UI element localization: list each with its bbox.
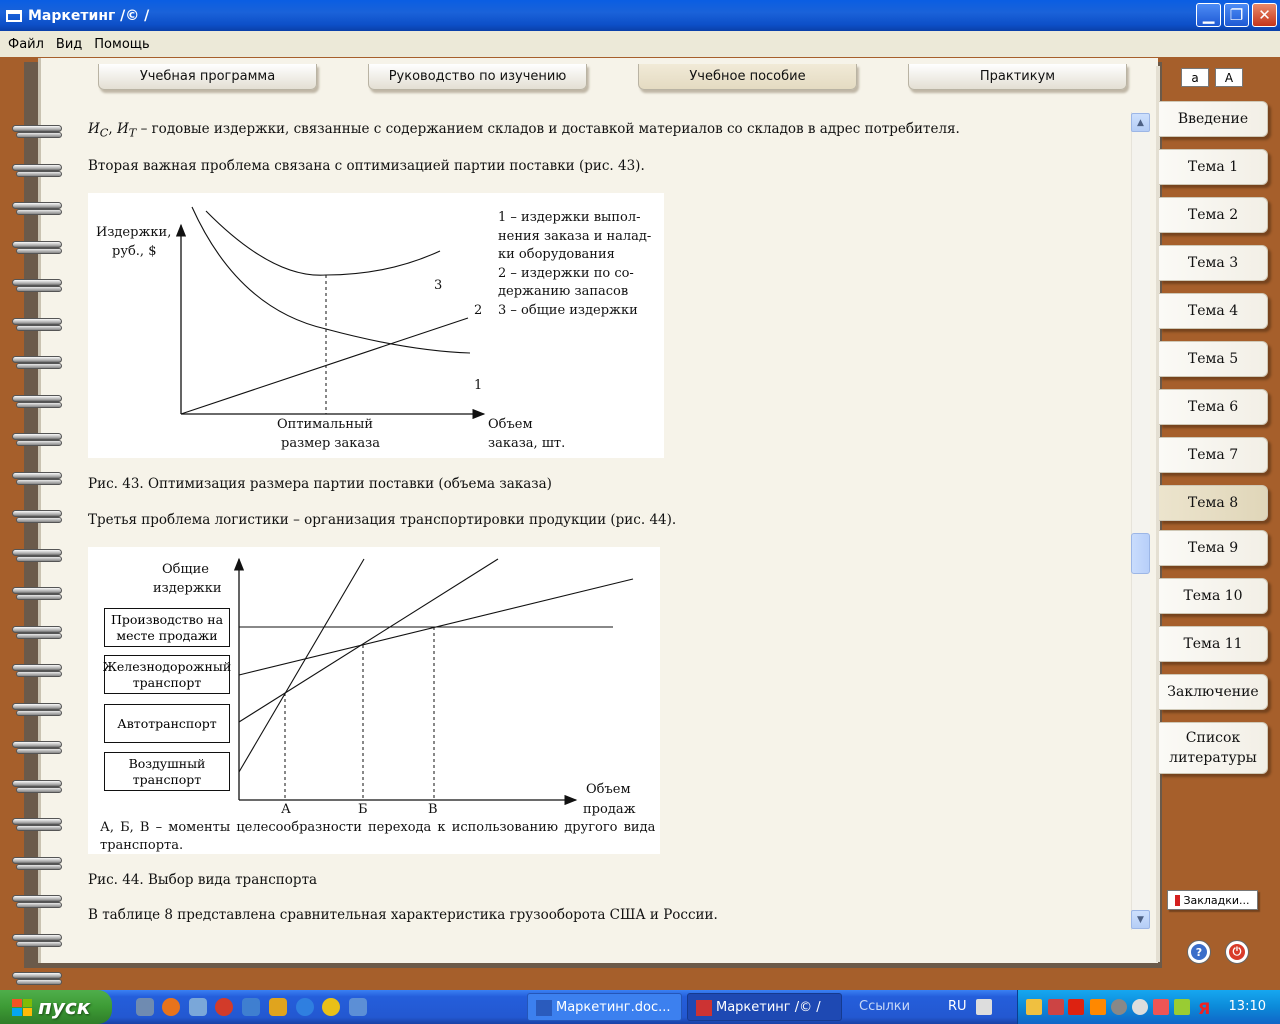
tab-study-guide[interactable] [368,64,587,90]
x-axis-label-1: Объем [488,417,533,432]
y-axis-label-1: Издержки, [96,225,172,240]
links-toolbar[interactable]: Ссылки [859,999,911,1014]
spiral-ring [12,815,64,833]
spiral-ring [12,430,64,448]
x-point-a: А [281,802,291,817]
side-tab-4[interactable] [1159,245,1268,281]
optimal-label-2: размер заказа [281,436,380,451]
box-text: транспорт [132,674,202,690]
line-auto [239,559,498,722]
y-axis-label-2: издержки [153,581,222,596]
legend-line: держанию запасов [498,284,629,299]
spiral-ring [12,199,64,217]
menu-view[interactable]: Вид [55,36,83,52]
legend-line: 2 – издержки по со- [498,265,634,281]
side-tab-label: Тема 5 [1187,351,1239,367]
tab-textbook[interactable] [638,64,857,90]
tray-network-icon[interactable] [1153,999,1169,1015]
box-text: транспорт [132,771,202,787]
tab-curriculum[interactable] [98,64,317,90]
legend-line: 3 – общие издержки [498,302,638,318]
menu-bar [0,31,1280,57]
box-air [104,752,230,791]
bookmark-icon [1175,895,1180,906]
yandex-icon[interactable]: Я [1198,999,1211,1018]
side-tab-label: Тема 11 [1183,636,1243,652]
box-text: Воздушный [128,755,206,771]
curve-3-total-costs [206,211,440,275]
spiral-ring [12,892,64,910]
app-window-icon [6,10,22,22]
tab-curriculum-label: Учебная программа [139,69,276,84]
paragraph-table-intro: В таблице 8 представлена сравнительная характеристика грузооборота США и России. [88,907,718,923]
tab-study-guide-label: Руководство по изучению [388,69,567,84]
tray-security-icon[interactable] [1048,999,1064,1015]
scroll-up-button[interactable] [1131,113,1150,132]
curve-label-2: 2 [474,303,483,318]
side-tab-label: Тема 3 [1187,255,1239,271]
curve-label-3: 3 [434,278,443,293]
x-point-v: В [428,802,438,817]
figure-44-note-1: А, Б, В – моменты целесообразности перехода к использованию другого вида [100,820,656,835]
side-tab-1[interactable] [1159,101,1268,137]
start-label: пуск [38,995,91,1019]
side-tab-label: Тема 9 [1187,540,1239,556]
media-icon[interactable] [242,998,260,1016]
task-word-label: Маркетинг.doc... [556,999,671,1015]
y-axis-label-2: руб., $ [112,244,157,259]
volume-icon[interactable] [1090,999,1106,1015]
paragraph-third-problem: Третья проблема логистики – организация транспортировки продукции (рис. 44). [88,512,677,528]
network-icon[interactable] [136,998,154,1016]
close-button[interactable] [1252,3,1277,27]
side-tab-8[interactable] [1159,437,1268,473]
tab-textbook-label: Учебное пособие [689,69,806,84]
spiral-ring [12,738,64,756]
side-tab-label: Заключение [1167,684,1259,700]
curve-label-1: 1 [474,378,483,393]
x-axis-label-1: Объем [586,782,631,797]
scroll-down-button[interactable] [1131,910,1150,929]
system-tray [1017,990,1280,1024]
task-marketing-label: Маркетинг /© / [716,999,821,1015]
exit-button[interactable] [1225,940,1249,964]
font-smaller-button[interactable]: a [1181,68,1209,87]
tray-app-icon[interactable] [1026,999,1042,1015]
side-tab-7[interactable] [1159,389,1268,425]
y-axis-label-1: Общие [162,562,209,577]
side-tab-label: Введение [1177,111,1249,127]
tab-practicum-label: Практикум [979,69,1056,84]
side-tab-label: Тема 6 [1187,399,1239,415]
window-title: Маркетинг /© / [28,7,150,24]
side-tab-9[interactable] [1159,485,1268,521]
winamp-icon[interactable] [269,998,287,1016]
caption-figure-43: Рис. 43. Оптимизация размера партии поставки (объема заказа) [88,476,552,492]
legend-line: нения заказа и налад- [498,228,652,244]
internet-explorer-icon[interactable] [296,998,314,1016]
spiral-ring [12,777,64,795]
spiral-ring [12,546,64,564]
minimize-button[interactable] [1196,3,1221,27]
font-larger-button[interactable]: A [1215,68,1243,87]
symbol-sub-t: Т [128,126,137,140]
symbol-i2: И [116,121,129,137]
box-text: Автотранспорт [117,715,217,731]
help-button[interactable] [1187,940,1211,964]
tray-monitor-icon[interactable] [1174,999,1190,1015]
legend-line: 1 – издержки выпол- [498,210,641,225]
spiral-ring [12,969,64,987]
side-tab-10[interactable] [1159,530,1268,566]
messenger-icon[interactable] [189,998,207,1016]
menu-file[interactable]: Файл [8,36,44,52]
optimal-label-1: Оптимальный [277,417,374,432]
box-text: Производство на [110,611,224,627]
spiral-ring [12,122,64,140]
box-railway [104,655,230,694]
symbol-i: И [88,121,100,137]
side-tab-label: Список литературы [1169,730,1257,766]
spiral-ring [12,623,64,641]
minimize-icon: ▁ [1202,6,1215,24]
maximize-button[interactable] [1224,3,1249,27]
figure-43 [88,193,664,458]
figure-43-legend [498,209,651,320]
line-air [239,559,364,772]
tray-disk-icon[interactable] [1111,999,1127,1015]
spiral-ring [12,507,64,525]
box-text: Железнодорожный [102,658,232,674]
menu-help[interactable]: Помощь [94,36,150,52]
side-tab-12[interactable] [1159,626,1268,662]
x-axis-label-2: заказа, шт. [488,436,566,451]
spiral-ring [12,469,64,487]
chevron-up-icon: ▲ [1137,117,1144,128]
restore-icon: ❐ [1229,6,1244,24]
side-tab-label: Тема 4 [1187,303,1239,319]
x-point-b: Б [358,802,368,817]
spiral-ring [12,238,64,256]
box-auto [104,704,230,743]
word-doc-icon [536,1000,552,1016]
scrollbar-track[interactable] [1131,112,1150,930]
help-icon: ? [1191,944,1207,960]
keyboard-icon[interactable] [976,999,992,1015]
spiral-ring [12,584,64,602]
windows-logo-icon [12,999,32,1016]
bookmarks-button[interactable] [1167,890,1258,910]
start-button[interactable] [0,990,112,1024]
side-tab-label: Тема 10 [1183,588,1243,604]
chrome-icon[interactable] [322,998,340,1016]
window-titlebar [0,0,1280,31]
side-tab-5[interactable] [1159,293,1268,329]
spiral-ring [12,161,64,179]
task-word-document[interactable] [527,993,682,1021]
side-tab-11[interactable] [1159,578,1268,614]
symbol-sub-c: С [99,126,109,140]
spiral-ring [12,661,64,679]
spiral-ring [12,276,64,294]
side-tab-2[interactable] [1159,149,1268,185]
close-icon: ✕ [1258,6,1271,24]
figure-44 [88,547,660,854]
scrollbar-thumb[interactable] [1131,533,1150,574]
language-indicator[interactable]: RU [948,999,967,1014]
task-marketing-app[interactable] [687,993,842,1021]
side-tab-label: Тема 2 [1187,207,1239,223]
paragraph-second-problem: Вторая важная проблема связана с оптимизацией партии поставки (рис. 43). [88,158,645,174]
side-tab-label: Тема 8 [1187,495,1239,511]
power-icon: ⏻ [1229,944,1245,960]
tray-settings-icon[interactable] [1132,999,1148,1015]
side-tab-13[interactable] [1159,674,1268,710]
side-tab-14[interactable] [1159,722,1268,774]
taskbar [0,990,1280,1024]
app-icon [696,1000,712,1016]
bookmarks-label: Закладки... [1183,893,1250,907]
side-tab-3[interactable] [1159,197,1268,233]
side-tab-label: Тема 7 [1187,447,1239,463]
spiral-ring [12,315,64,333]
side-tab-6[interactable] [1159,341,1268,377]
spiral-ring [12,392,64,410]
line-2-holding-costs [181,318,468,414]
clock: 13:10 [1228,999,1266,1014]
desktop-icon[interactable] [349,998,367,1016]
spiral-ring [12,353,64,371]
spiral-ring [12,931,64,949]
opera-icon[interactable] [215,998,233,1016]
spiral-ring [12,700,64,718]
paragraph-cost-text: – годовые издержки, связанные с содержанием складов и доставкой материалов со складов в адрес потребителя. [136,121,960,137]
x-axis-label-2: продаж [583,802,636,817]
box-text: месте продажи [116,627,218,643]
legend-line: ки оборудования [498,247,615,262]
kaspersky-icon[interactable] [1068,999,1084,1015]
side-tab-label: Тема 1 [1187,159,1239,175]
chevron-down-icon: ▼ [1137,914,1144,925]
tab-practicum[interactable] [908,64,1127,90]
figure-44-note-2: транспорта. [100,838,184,853]
paragraph-cost-definition: $И_С$, $И_Т$ – годовые издержки, связанные с содержанием складов и доставкой материалов со складов в адрес потребителя. [88,121,960,140]
box-local-production [104,608,230,647]
spiral-ring [12,854,64,872]
firefox-icon[interactable] [162,998,180,1016]
caption-figure-44: Рис. 44. Выбор вида транспорта [88,872,318,888]
